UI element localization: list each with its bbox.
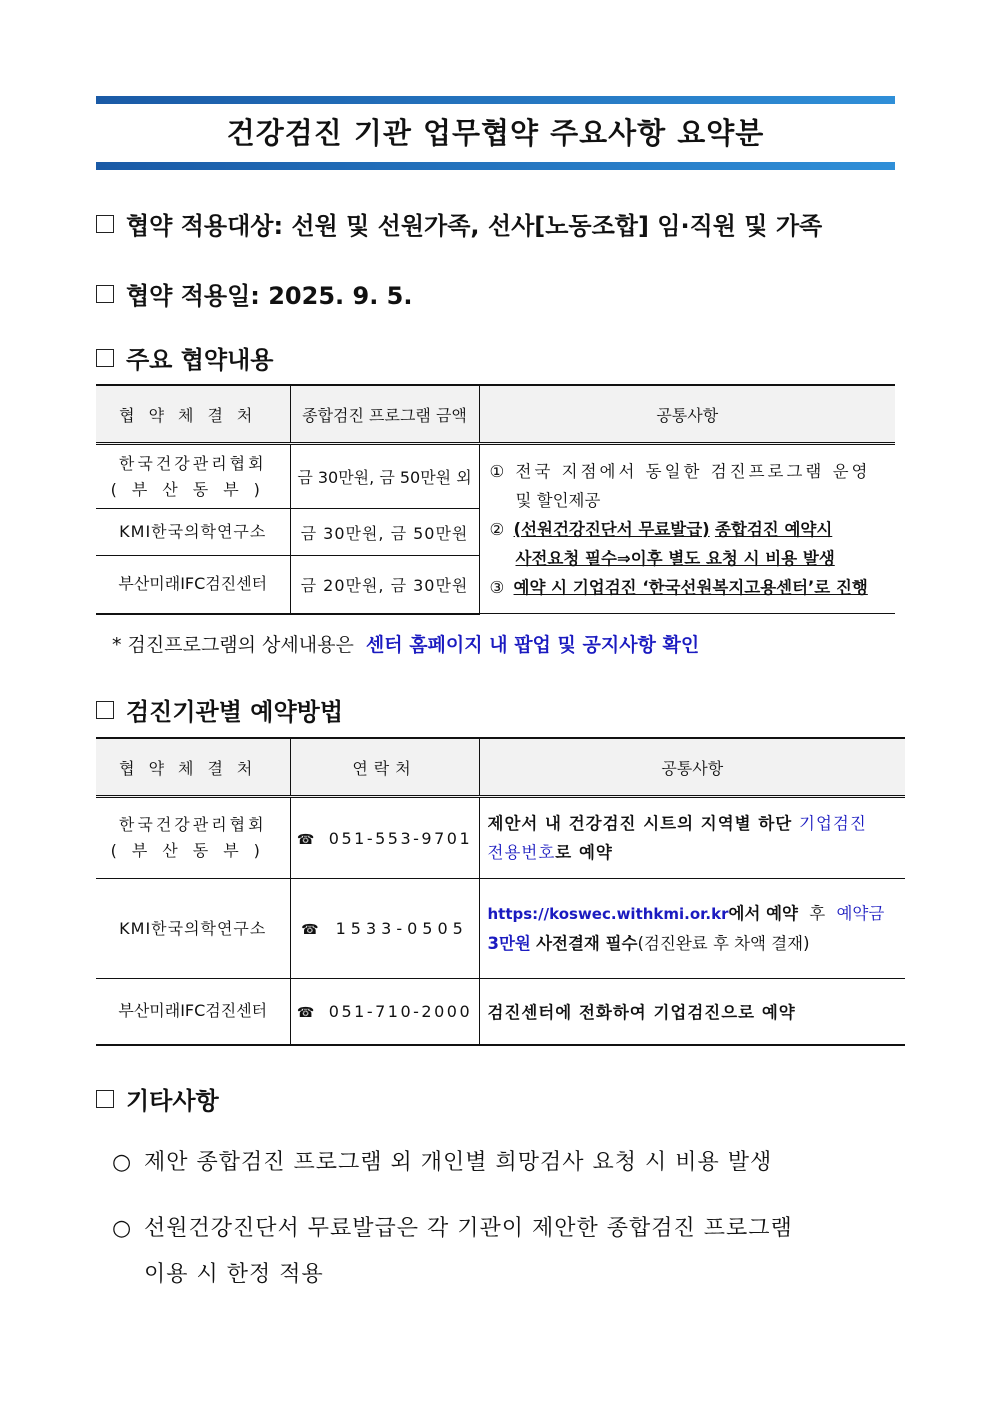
title-bar-bottom [96,162,895,170]
header-org: 협약체결처 [96,738,290,797]
section-date [96,276,413,311]
section-reserve [96,692,343,727]
section-target-label: 협약 적용대상: 선원 및 선원가족, 선사[노동조합] 임·직원 및 가족 [126,212,823,240]
method-text: 후 [809,904,826,923]
phone-cell [290,979,479,1045]
org-cell: KMI한국의학연구소 [96,509,290,556]
table-header-row [96,738,905,797]
title-bar-top [96,96,895,104]
circle-bullet-icon: ○ [112,1216,133,1241]
price-cell: 금 20만원, 금 30만원 [290,556,479,614]
agreement-table [96,384,895,615]
common-item-3 [490,573,886,602]
checkbox-icon [96,1090,114,1108]
checkbox-icon [96,701,114,719]
common-item-3-text: 예약 시 기업검진 ‘한국선원복지고용센터’로 진행 [513,577,868,597]
reserve-url-link[interactable]: https://koswec.withkmi.or.kr [487,905,729,923]
checkbox-icon [96,349,114,367]
table-header-row [96,385,895,444]
section-main-label: 주요 협약내용 [126,346,274,374]
note-prefix: * 검진프로그램의 상세내용은 [112,634,354,656]
common-item-2 [490,515,886,544]
etc-item-2-cont: 이용 시 한정 적용 [144,1262,324,1287]
common-item-1-cont: 및 할인제공 [515,490,601,510]
table-row [96,797,905,879]
org-cell: 부산미래IFC검진센터 [96,556,290,614]
org-name: 한국건강관리협회 [118,815,267,834]
note-highlight: 센터 홈페이지 내 팝업 및 공지사항 확인 [365,634,700,656]
number-marker: ③ [489,577,505,597]
phone-cell [290,879,479,979]
header-common: 공통사항 [479,385,895,444]
common-cell [479,444,895,614]
reserve-method-cell [479,879,905,979]
org-cell [96,444,290,509]
table-row [96,444,895,509]
phone-number: 1533-0505 [335,919,468,938]
reservation-table [96,737,905,1046]
common-item-1-text: 전국 지점에서 동일한 검진프로그램 운영 [515,461,871,481]
org-cell [96,797,290,879]
method-highlight: 예약금 [836,904,885,923]
org-name: 한국건강관리협회 [118,453,267,473]
etc-item-2-text: 선원건강진단서 무료발급은 각 기관이 제안한 종합검진 프로그램 [144,1216,793,1241]
section-etc [96,1081,219,1116]
price-cell: 금 30만원, 금 50만원 외 [290,444,479,509]
header-contact: 연락처 [290,738,479,797]
etc-item-1-text: 제안 종합검진 프로그램 외 개인별 희망검사 요청 시 비용 발생 [144,1150,773,1175]
method-text: 에서 예약 [728,904,799,923]
org-cell: 부산미래IFC검진센터 [96,979,290,1045]
detail-note [112,630,699,657]
section-target [96,206,822,241]
checkbox-icon [96,285,114,303]
method-highlight: 전용번호 [487,843,556,862]
org-sub: (부산동부) [110,479,275,499]
reserve-method-cell [479,797,905,879]
phone-icon: ☎ [296,1004,317,1021]
reserve-method-cell: 검진센터에 전화하여 기업검진으로 예약 [479,979,905,1045]
org-sub: (부산동부) [110,841,275,860]
common-item-1 [490,457,886,486]
common-item-2-cont [490,544,886,573]
section-main [96,340,273,375]
method-text: 제안서 내 건강검진 시트의 지역별 하단 [487,814,793,833]
title-banner [96,96,895,170]
method-text: (검진완료 후 차액 결재) [637,934,810,953]
phone-icon: ☎ [301,922,324,938]
table-row [96,879,905,979]
table-row [96,979,905,1045]
number-marker: ① [489,461,505,481]
etc-item-1 [112,1140,897,1186]
method-text: 사전결재 필수 [536,934,638,953]
phone-number: 051-710-2000 [328,1001,473,1021]
checkbox-icon [96,215,114,233]
section-etc-label: 기타사항 [126,1087,219,1115]
page-title: 건강검진 기관 업무협약 주요사항 요약분 [226,116,765,150]
price-cell: 금 30만원, 금 50만원 [290,509,479,556]
phone-icon: ☎ [296,831,317,848]
method-highlight: 기업검진 [799,814,867,833]
method-highlight: 3만원 [487,934,531,953]
org-cell: KMI한국의학연구소 [96,879,290,979]
phone-cell [290,797,479,879]
phone-number: 051-553-9701 [328,828,473,848]
circle-bullet-icon: ○ [112,1150,133,1175]
common-item-2-c: 사전요청 필수⇒이후 별도 요청 시 비용 발생 [515,548,835,568]
method-text: 로 예약 [555,843,613,862]
section-date-label: 협약 적용일: 2025. 9. 5. [126,282,413,310]
number-marker: ② [489,519,505,539]
common-item-2-a: (선원건강진단서 무료발급) [513,519,710,539]
section-reserve-label: 검진기관별 예약방법 [126,698,344,726]
header-price: 종합검진 프로그램 금액 [290,385,479,444]
etc-item-2 [112,1206,897,1298]
header-common: 공통사항 [479,738,905,797]
header-org: 협약체결처 [96,385,290,444]
common-item-2-b: 종합검진 예약시 [714,519,833,539]
